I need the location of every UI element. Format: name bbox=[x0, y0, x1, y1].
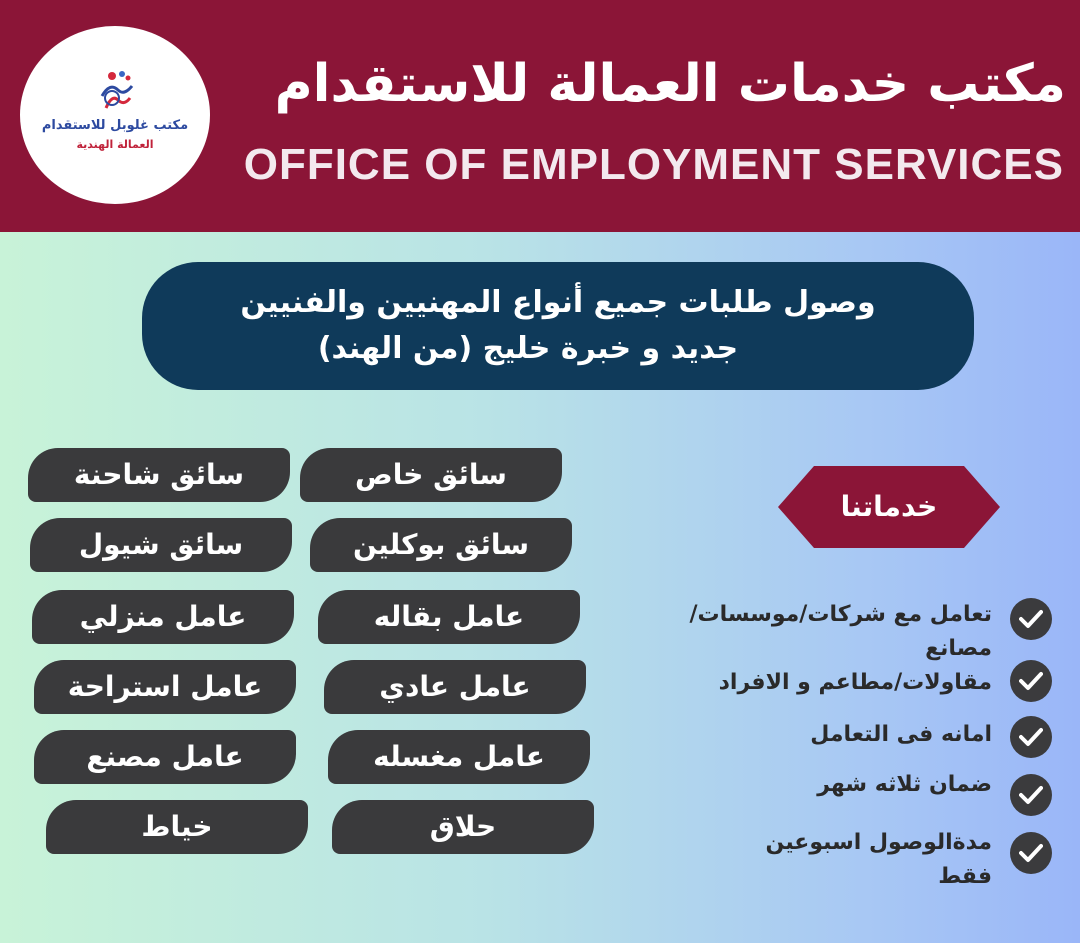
header bbox=[0, 0, 1080, 232]
service-item-1-line-1: تعامل مع شركات/موسسات/ bbox=[689, 602, 992, 627]
service-item-3: امانه فى التعامل bbox=[810, 722, 992, 747]
logo-subtitle: العمالة الهندية bbox=[76, 138, 154, 151]
service-item-1-line-2: مصانع bbox=[925, 636, 992, 661]
job-pill: عامل منزلي bbox=[32, 590, 294, 644]
check-icon bbox=[1010, 716, 1052, 758]
announcement-banner bbox=[142, 262, 974, 390]
job-pill: خياط bbox=[46, 800, 308, 854]
banner-line-2: جديد و خبرة خليج (من الهند) bbox=[317, 331, 739, 366]
logo-figure-icon bbox=[92, 68, 140, 112]
check-icon bbox=[1010, 598, 1052, 640]
page-title-english: OFFICE OF EMPLOYMENT SERVICES bbox=[243, 140, 1064, 189]
services-tag bbox=[778, 466, 1000, 548]
job-pill: عامل مغسله bbox=[328, 730, 590, 784]
job-pill: سائق خاص bbox=[300, 448, 562, 502]
banner-line-1: وصول طلبات جميع أنواع المهنيين والفنيين bbox=[240, 285, 876, 320]
service-item-2: مقاولات/مطاعم و الافراد bbox=[718, 670, 992, 695]
job-pill: عامل مصنع bbox=[34, 730, 296, 784]
job-pill: عامل استراحة bbox=[34, 660, 296, 714]
check-icon bbox=[1010, 660, 1052, 702]
logo bbox=[20, 26, 210, 204]
services-title: خدماتنا bbox=[840, 490, 938, 523]
check-icon bbox=[1010, 832, 1052, 874]
job-pill: حلاق bbox=[332, 800, 594, 854]
page-title-arabic: مكتب خدمات العمالة للاستقدام bbox=[274, 54, 1066, 114]
service-item-5-line-1: مدةالوصول اسبوعين bbox=[765, 830, 992, 855]
job-pill: سائق بوكلين bbox=[310, 518, 572, 572]
job-pill: عامل عادي bbox=[324, 660, 586, 714]
service-item-5-line-2: فقط bbox=[938, 864, 992, 889]
logo-name: مكتب غلوبل للاستقدام bbox=[41, 118, 189, 133]
job-pill: عامل بقاله bbox=[318, 590, 580, 644]
check-icon bbox=[1010, 774, 1052, 816]
service-item-4: ضمان ثلاثه شهر bbox=[817, 772, 992, 797]
job-pill: سائق شاحنة bbox=[28, 448, 290, 502]
job-pill: سائق شيول bbox=[30, 518, 292, 572]
